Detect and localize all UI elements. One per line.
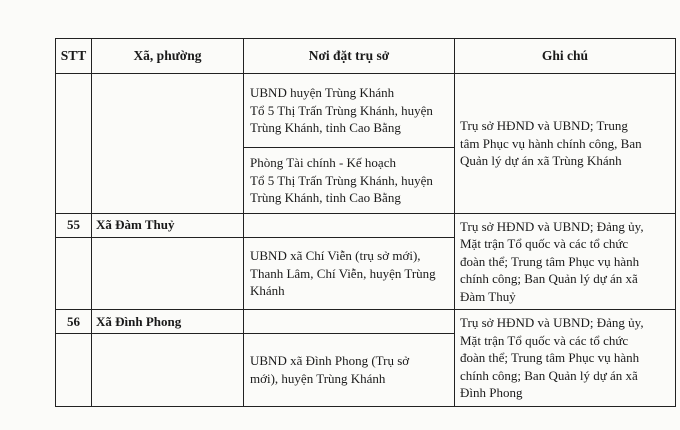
- table-row: [56, 74, 676, 148]
- note-cell: [455, 310, 676, 407]
- note-line: Trụ sở HĐND và UBND; Đảng ủy,: [460, 218, 644, 234]
- note-cell: [455, 74, 676, 214]
- location-line: Trùng Khánh, tỉnh Cao Bằng: [250, 120, 401, 136]
- commune-cell: [92, 74, 244, 214]
- note-line: chính công; Ban Quản lý dự án xã: [460, 367, 638, 383]
- note-line: Mặt trận Tổ quốc và các tổ chức: [460, 332, 629, 348]
- empty-cell: [244, 213, 455, 237]
- empty-cell: [244, 310, 455, 334]
- location-cell: [244, 334, 455, 406]
- note-cell: [455, 213, 676, 310]
- location-line: Phòng Tài chính - Kế hoạch: [250, 155, 396, 170]
- stt-cell: 55: [56, 213, 92, 237]
- note-line: Mặt trận Tổ quốc và các tổ chức: [460, 236, 629, 251]
- table-header-row: [56, 39, 676, 74]
- commune-cell: [92, 237, 244, 309]
- location-cell: [244, 148, 455, 214]
- location-cell: [244, 74, 455, 148]
- header-office-location: Nơi đặt trụ sở: [244, 39, 455, 74]
- stt-cell: [56, 74, 92, 214]
- note-line: Đàm Thuỷ: [460, 288, 516, 304]
- location-line: UBND xã Đình Phong (Trụ sở: [250, 353, 410, 369]
- location-line: Khánh: [250, 283, 285, 299]
- note-line: đoàn thể; Trung tâm Phục vụ hành: [460, 253, 640, 269]
- commune-header-row: [56, 310, 676, 334]
- location-cell: [244, 237, 455, 309]
- header-note: Ghi chú: [455, 39, 676, 74]
- commune-header-row: [56, 213, 676, 237]
- location-line: Tổ 5 Thị Trấn Trùng Khánh, huyện: [250, 102, 433, 118]
- stt-cell: [56, 334, 92, 406]
- note-line: Trụ sở HĐND và UBND; Trung: [460, 118, 628, 133]
- location-line: Trùng Khánh, tỉnh Cao Bằng: [250, 190, 401, 205]
- stt-cell: [56, 237, 92, 309]
- commune-name-cell: Xã Đình Phong: [92, 310, 244, 334]
- location-line: Tổ 5 Thị Trấn Trùng Khánh, huyện: [250, 172, 433, 188]
- commune-name-cell: Xã Đàm Thuỷ: [92, 213, 244, 237]
- location-line: Thanh Lâm, Chí Viễn, huyện Trùng: [250, 265, 436, 281]
- note-line: Trụ sở HĐND và UBND; Đảng ủy,: [460, 315, 644, 330]
- note-line: chính công; Ban Quản lý dự án xã: [460, 271, 638, 286]
- header-stt: STT: [56, 39, 92, 74]
- stt-cell: 56: [56, 310, 92, 334]
- note-line: Quản lý dự án xã Trùng Khánh: [460, 153, 622, 168]
- note-line: tâm Phục vụ hành chính công, Ban: [460, 135, 642, 151]
- location-line: UBND huyện Trùng Khánh: [250, 85, 395, 101]
- note-line: Đình Phong: [460, 385, 523, 400]
- location-line: mới), huyện Trùng Khánh: [250, 370, 386, 386]
- commune-cell: [92, 334, 244, 406]
- commune-office-table: [55, 38, 676, 407]
- location-line: UBND xã Chí Viễn (trụ sở mới),: [250, 248, 421, 264]
- header-commune: Xã, phường: [92, 39, 244, 74]
- note-line: đoàn thể; Trung tâm Phục vụ hành: [460, 350, 640, 365]
